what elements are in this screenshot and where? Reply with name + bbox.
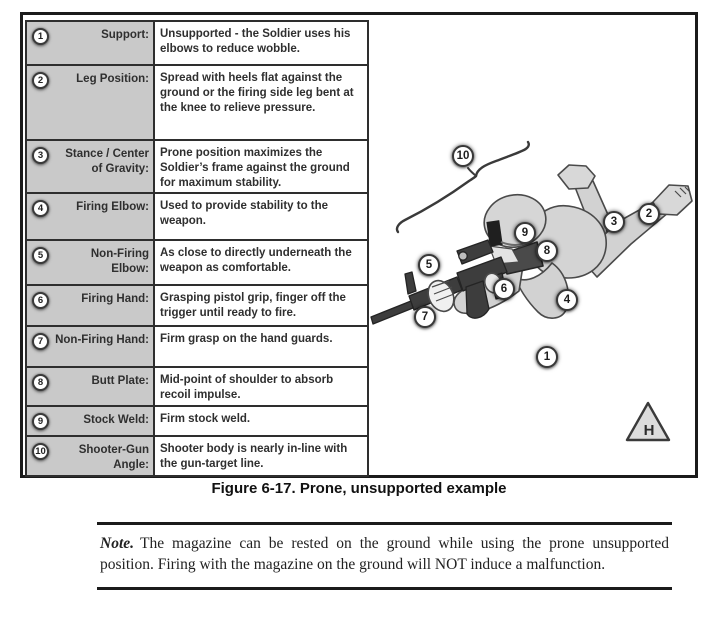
callout-circle-2: 2 (638, 203, 660, 225)
table-row (27, 139, 367, 192)
desc-cell: Mid-point of shoulder to absorb recoil impulse. (155, 368, 367, 405)
svg-text:H: H (643, 422, 655, 439)
table-row (27, 325, 367, 366)
figure-caption: Figure 6-17. Prone, unsupported example (211, 480, 507, 497)
table-row (27, 435, 367, 475)
position-key-table (25, 20, 369, 477)
table-row (27, 239, 367, 284)
note-text: The magazine can be rested on the ground while using the prone unsupported position. Firing with the magazine on the ground will NOT induce a malfunction. (100, 535, 669, 573)
row-label: Firing Hand: (81, 293, 149, 305)
label-cell (27, 437, 155, 475)
table-row (27, 366, 367, 405)
callout-number-badge: 1 (32, 28, 49, 45)
callout-number-badge: 8 (32, 374, 49, 391)
callout-number-badge: 2 (32, 72, 49, 89)
table-row (27, 64, 367, 139)
label-cell (27, 22, 155, 64)
row-label: Non-Firing Hand: (55, 334, 149, 346)
callout-circle-6: 6 (493, 278, 515, 300)
callout-circle-10: 10 (452, 145, 474, 167)
row-label: Butt Plate: (91, 375, 149, 387)
label-cell (27, 194, 155, 239)
table-row (27, 284, 367, 325)
row-label: Stance / Center of Gravity: (65, 148, 149, 175)
row-label: Shooter-Gun Angle: (78, 444, 149, 471)
callout-number-badge: 5 (32, 247, 49, 264)
label-cell (27, 241, 155, 284)
note-label: Note. (100, 535, 135, 552)
desc-cell: Prone position maximizes the Soldier’s frame against the ground for maximum stability. (155, 141, 367, 192)
figure-panel (20, 12, 698, 478)
label-cell (27, 141, 155, 192)
row-label: Non-Firing Elbow: (90, 248, 149, 275)
note-block (97, 522, 672, 590)
rifle-barrel (371, 301, 413, 324)
row-label: Firing Elbow: (76, 201, 149, 213)
row-label: Leg Position: (76, 73, 149, 85)
label-cell (27, 368, 155, 405)
label-cell (27, 66, 155, 139)
soldier-body (371, 165, 692, 324)
callout-number-badge: 6 (32, 292, 49, 309)
scope-lens (459, 252, 467, 260)
hazard-triangle-icon (627, 403, 669, 440)
callout-number-badge: 3 (32, 147, 49, 164)
illustration-panel (369, 15, 695, 475)
callout-circle-7: 7 (414, 306, 436, 328)
callout-circle-4: 4 (556, 289, 578, 311)
bent-leg-boot (558, 165, 595, 189)
desc-cell: Used to provide stability to the weapon. (155, 194, 367, 239)
callout-circle-8: 8 (536, 240, 558, 262)
row-label: Support: (101, 29, 149, 41)
callout-number-badge: 9 (32, 413, 49, 430)
callout-number-badge: 7 (32, 333, 49, 350)
label-cell (27, 327, 155, 366)
table-row (27, 192, 367, 239)
callout-circle-9: 9 (514, 222, 536, 244)
label-cell (27, 407, 155, 435)
front-sight (405, 272, 416, 294)
row-label: Stock Weld: (83, 414, 149, 426)
desc-cell: As close to directly underneath the weapon as comfortable. (155, 241, 367, 284)
table-row (27, 405, 367, 435)
prone-soldier-illustration (369, 15, 695, 475)
table-row (27, 22, 367, 64)
callout-circle-3: 3 (603, 211, 625, 233)
desc-cell: Shooter body is nearly in-line with the gun-target line. (155, 437, 367, 475)
desc-cell: Unsupported - the Soldier uses his elbows to reduce wobble. (155, 22, 367, 64)
callout-number-badge: 10 (32, 443, 49, 460)
label-cell (27, 286, 155, 325)
desc-cell: Firm grasp on the hand guards. (155, 327, 367, 366)
callout-circle-1: 1 (536, 346, 558, 368)
desc-cell: Firm stock weld. (155, 407, 367, 435)
callout-circle-5: 5 (418, 254, 440, 276)
desc-cell: Spread with heels flat against the ground or the firing side leg bent at the knee to relieve pressure. (155, 66, 367, 139)
desc-cell: Grasping pistol grip, finger off the trigger until ready to fire. (155, 286, 367, 325)
callout-number-badge: 4 (32, 200, 49, 217)
